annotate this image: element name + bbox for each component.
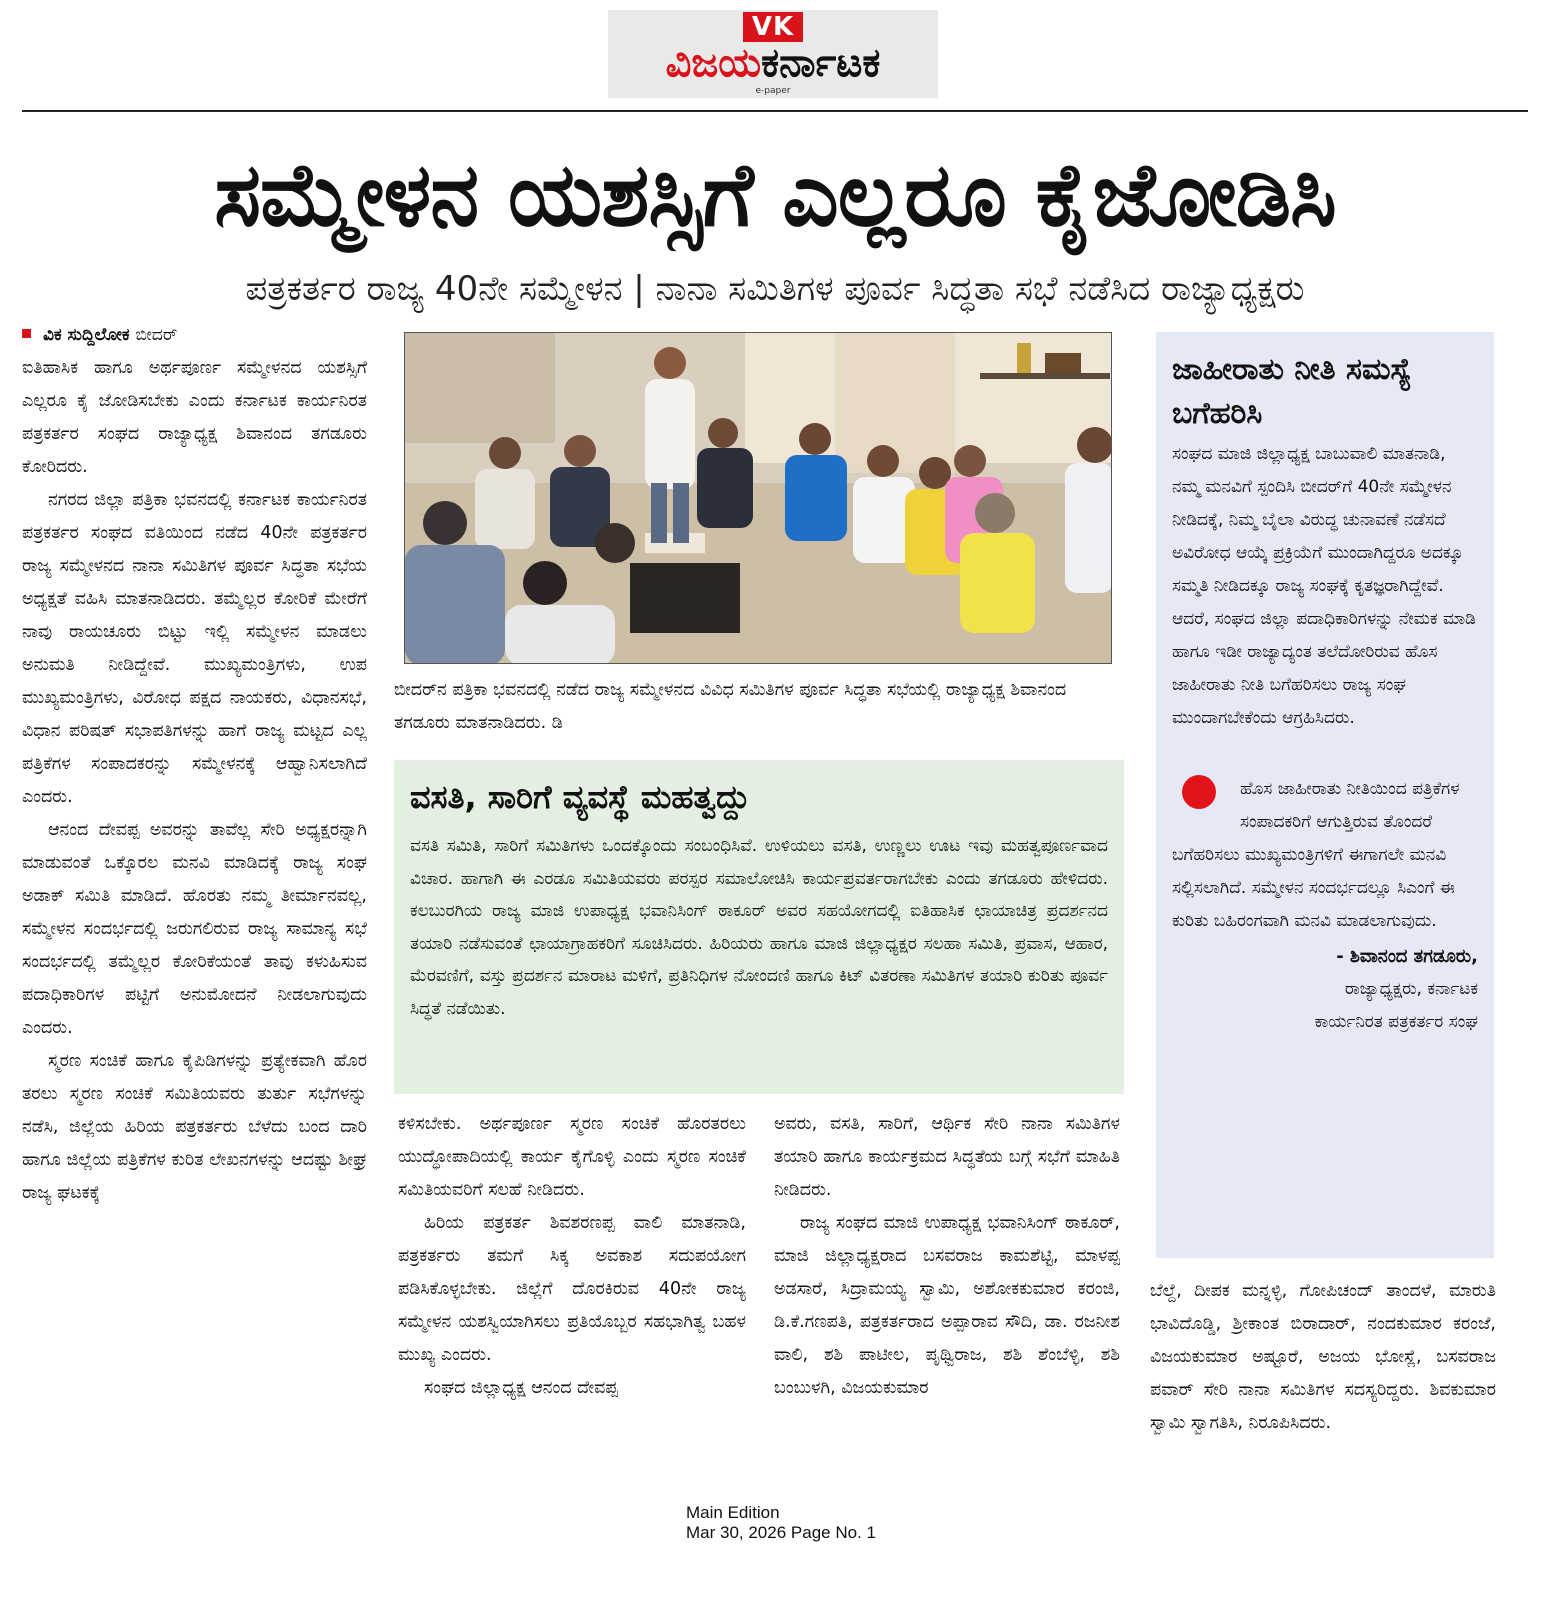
logo-subtitle: e-paper [755,86,791,96]
sidebar-housing-title: ವಸತಿ, ಸಾರಿಗೆ ವ್ಯವಸ್ಥೆ ಮಹತ್ವದ್ದು [410,778,750,816]
logo-badge: VK [743,12,803,42]
date-page-label: Mar 30, 2026 Page No. 1 [686,1523,876,1542]
signature-designation: ರಾಜ್ಯಾಧ್ಯಕ್ಷರು, ಕರ್ನಾಟಕ [1344,979,1478,999]
sidebar-ad-policy [1156,332,1494,1258]
quote-signature: - ಶಿವಾನಂದ ತಗಡೂರು, [1336,946,1478,967]
column3-paragraph: ರಾಜ್ಯ ಸಂಘದ ಮಾಜಿ ಉಪಾಧ್ಯಕ್ಷ ಭವಾನಿಸಿಂಗ್ ಠಾಕೂರ್, ಮಾಜಿ ಜಿಲ್ಲಾಧ್ಯಕ್ಷರಾದ ಬಸವರಾಜ ಕಾಮಶೆಟ್ಟಿ, ಮಾಳಪ್ಪ ಅಡಸಾರೆ, ಸಿದ್ರಾಮಯ್ಯ ಸ್ವಾಮಿ, ಅಶೋಕಕುಮಾರ ಕರಂಜಿ, ಡಿ.ಕೆ.ಗಣಪತಿ, ಪತ್ರಕರ್ತರಾದ ಅಪ್ಪಾರಾವ ಸೌದಿ, ಡಾ. ರಜನೀಶ ವಾಲಿ, ಶಶಿ ಪಾಟೀಲ, ಪೃಥ್ವಿರಾಜ, ಶಶಿ ಶೆಂಬೆಳ್ಳಿ, ಶಶಿ ಬಂಬುಳಗಿ, ವಿಜಯಕುಮಾರ [774,1213,1120,1398]
column2-paragraph: ಸಂಘದ ಜಿಲ್ಲಾಧ್ಯಕ್ಷ ಆನಂದ ದೇವಪ್ಪ [424,1378,618,1398]
article-column-3 [774,1108,1120,1478]
sidebar-ad-policy-text: ಸಂಘದ ಮಾಜಿ ಜಿಲ್ಲಾಧ್ಯಕ್ಷ ಬಾಬುವಾಲಿ ಮಾತನಾಡಿ, ನಮ್ಮ ಮನವಿಗೆ ಸ್ಪಂದಿಸಿ ಬೀದರ್‌ಗೆ 40ನೇ ಸಮ್ಮೇಳನ ನೀಡಿದಕ್ಕೆ, ನಿಮ್ಮ ಬೈಲಾ ವಿರುದ್ಧ ಚುನಾವಣೆ ನಡೆಸದೆ ಅವಿರೋಧ ಆಯ್ಕೆ ಪ್ರಕ್ರಿಯೆಗೆ ಮುಂದಾಗಿದ್ದರೂ ಅದಕ್ಕೂ ಸಮ್ಮತಿ ನೀಡಿದಕ್ಕೂ ರಾಜ್ಯ ಸಂಘಕ್ಕೆ ಕೃತಜ್ಞರಾಗಿದ್ದೇವೆ. ಆದರೆ, ಸಂಘದ ಜಿಲ್ಲಾ ಪದಾಧಿಕಾರಿಗಳನ್ನು ನೇಮಕ ಮಾಡಿ ಹಾಗೂ ಇಡೀ ರಾಜ್ಯಾದ್ಯಂತ ತಲೆದೋರಿರುವ ಹೊಸ ಜಾಹೀರಾತು ನೀತಿ ಬಗೆಹರಿಸಲು ರಾಜ್ಯ ಸಂಘ ಮುಂದಾಗಬೇಕೆಂದು ಆಗ್ರಹಿಸಿದರು. [1172,444,1476,728]
column3-paragraph: ಅವರು, ವಸತಿ, ಸಾರಿಗೆ, ಆರ್ಥಿಕ ಸೇರಿ ನಾನಾ ಸಮಿತಿಗಳ ತಯಾರಿ ಹಾಗೂ ಕಾರ್ಯಕ್ರಮದ ಸಿದ್ಧತೆಯ ಬಗ್ಗೆ ಸಭೆಗೆ ಮಾಹಿತಿ ನೀಡಿದರು. [774,1114,1120,1200]
quote-bullet-icon [1182,775,1216,809]
logo-name-black: ಕರ್ನಾಟಕ [761,40,881,86]
column1-paragraph: ಐತಿಹಾಸಿಕ ಹಾಗೂ ಅರ್ಥಪೂರ್ಣ ಸಮ್ಮೇಳನದ ಯಶಸ್ಸಿಗೆ ಎಲ್ಲರೂ ಕೈ ಜೋಡಿಸಬೇಕು ಎಂದು ಕರ್ನಾಟಕ ಕಾರ್ಯನಿರತ ಪತ್ರಕರ್ತರ ಸಂಘದ ರಾಜ್ಯಾಧ್ಯಕ್ಷ ಶಿವಾನಂದ ತಗಡೂರು ಕೋರಿದರು. [22,358,367,477]
page-footer [686,1503,876,1543]
column1-paragraph: ಆನಂದ ದೇವಪ್ಪ ಅವರನ್ನು ತಾವೆಲ್ಲ ಸೇರಿ ಅಧ್ಯಕ್ಷರನ್ನಾಗಿ ಮಾಡುವಂತೆ ಒಕ್ಕೊರಲ ಮನವಿ ಮಾಡಿದಕ್ಕೆ ರಾಜ್ಯ ಸಂಘ ಅಡಾಕ್ ಸಮಿತಿ ಮಾಡಿದೆ. ಹೊರತು ನಮ್ಮ ತೀರ್ಮಾನವಲ್ಲ, ಸಮ್ಮೇಳನ ಸಂದರ್ಭದಲ್ಲಿ ಜರುಗಲಿರುವ ರಾಜ್ಯ ಸಾಮಾನ್ಯ ಸಭೆ ಸಂದರ್ಭದಲ್ಲಿ ತಮ್ಮೆಲ್ಲರ ಕೋರಿಕೆಯಂತೆ ತಾವು ಕಳುಹಿಸುವ ಪದಾಧಿಕಾರಿಗಳ ಪಟ್ಟಿಗೆ ಅನುಮೋದನೆ ನೀಡಲಾಗುವುದು ಎಂದರು. [22,820,367,1038]
byline [22,322,177,348]
column1-paragraph: ನಗರದ ಜಿಲ್ಲಾ ಪತ್ರಿಕಾ ಭವನದಲ್ಲಿ ಕರ್ನಾಟಕ ಕಾರ್ಯನಿರತ ಪತ್ರಕರ್ತರ ಸಂಘದ ವತಿಯಿಂದ ನಡೆದ 40ನೇ ಪತ್ರಕರ್ತರ ರಾಜ್ಯ ಸಮ್ಮೇಳನದ ನಾನಾ ಸಮಿತಿಗಳ ಪೂರ್ವ ಸಿದ್ಧತಾ ಸಭೆಯ ಅಧ್ಯಕ್ಷತೆ ವಹಿಸಿ ಮಾತನಾಡಿದರು. ತಮ್ಮೆಲ್ಲರ ಕೋರಿಕೆ ಮೇರೆಗೆ ನಾವು ರಾಯಚೂರು ಬಿಟ್ಟು ಇಲ್ಲಿ ಸಮ್ಮೇಳನ ಮಾಡಲು ಅನುಮತಿ ನೀಡಿದ್ದೇವೆ. ಮುಖ್ಯಮಂತ್ರಿಗಳು, ಉಪ ಮುಖ್ಯಮಂತ್ರಿಗಳು, ವಿರೋಧ ಪಕ್ಷದ ನಾಯಕರು, ವಿಧಾನಸಭೆ, ವಿಧಾನ ಪರಿಷತ್ ಸಭಾಪತಿಗಳನ್ನು ಹಾಗೆ ರಾಜ್ಯ ಮಟ್ಟದ ಎಲ್ಲ ಪತ್ರಿಕೆಗಳ ಸಂಪಾದಕರನ್ನು ಸಮ್ಮೇಳನಕ್ಕೆ ಆಹ್ವಾನಿಸಲಾಗಿದೆ ಎಂದರು. [22,490,367,807]
photo-caption: ಬೀದರ್‌ನ ಪತ್ರಿಕಾ ಭವನದಲ್ಲಿ ನಡೆದ ರಾಜ್ಯ ಸಮ್ಮೇಳನದ ವಿವಿಧ ಸಮಿತಿಗಳ ಪೂರ್ವ ಸಿದ್ಧತಾ ಸಭೆಯಲ್ಲಿ ರಾಜ್ಯಾಧ್ಯಕ್ಷ ಶಿವಾನಂದ ತಗಡೂರು ಮಾತನಾಡಿದರು. ಡಿ [394,680,1067,733]
byline-source: ವಿಕ ಸುದ್ದಿಲೋಕ [43,325,130,345]
quote-text: ಹೊಸ ಜಾಹೀರಾತು ನೀತಿಯಿಂದ ಪತ್ರಿಕೆಗಳ ಸಂಪಾದಕರಿಗೆ ಆಗುತ್ತಿರುವ ತೊಂದರೆ ಬಗೆಹರಿಸಲು ಮುಖ್ಯಮಂತ್ರಿಗಳಿಗೆ ಈಗಾಗಲೇ ಮನವಿ ಸಲ್ಲಿಸಲಾಗಿದೆ. ಸಮ್ಮೇಳನ ಸಂದರ್ಭದಲ್ಲೂ ಸಿಎಂಗೆ ಈ ಕುರಿತು ಬಹಿರಂಗವಾಗಿ ಮನವಿ ಮಾಡಲಾಗುವುದು. [1172,779,1460,931]
subheadline: ಪತ್ರಕರ್ತರ ರಾಜ್ಯ 40ನೇ ಸಮ್ಮೇಳನ | ನಾನಾ ಸಮಿತಿಗಳ ಪೂರ್ವ ಸಿದ್ಧತಾ ಸಭೆ ನಡೆಸಿದ ರಾಜ್ಯಾಧ್ಯಕ್ಷರು [245,269,1305,309]
article-column-2 [398,1108,746,1478]
byline-place: ಬೀದರ್ [135,325,178,345]
signature-organization: ಕಾರ್ಯನಿರತ ಪತ್ರಕರ್ತರ ಸಂಘ [1314,1012,1478,1032]
logo-name-red: ವಿಜಯ [665,40,762,86]
edition-label: Main Edition [686,1503,780,1522]
article-column-1 [22,352,367,1477]
meeting-photo [404,332,1112,664]
header-divider [22,110,1528,112]
column2-paragraph: ಕಳಿಸಬೇಕು. ಅರ್ಥಪೂರ್ಣ ಸ್ಮರಣ ಸಂಚಿಕೆ ಹೊರತರಲು ಯುದ್ಧೋಪಾದಿಯಲ್ಲಿ ಕಾರ್ಯ ಕೈಗೊಳ್ಳಿ ಎಂದು ಸ್ಮರಣ ಸಂಚಿಕೆ ಸಮಿತಿಯವರಿಗೆ ಸಲಹೆ ನೀಡಿದರು. [398,1114,746,1200]
column4-paragraph: ಬೆಲ್ದೆ, ದೀಪಕ ಮನ್ನಳ್ಳಿ, ಗೋಪಿಚಂದ್ ತಾಂದಳೆ, ಮಾರುತಿ ಭಾವಿದೊಡ್ಡಿ, ಶ್ರೀಕಾಂತ ಬಿರಾದಾರ್, ನಂದಕುಮಾರ ಕರಂಜೆ, ವಿಜಯಕುಮಾರ ಅಷ್ಟೂರೆ, ಅಜಯ ಭೋಸ್ಲೆ, ಬಸವರಾಜ ಪವಾರ್ ಸೇರಿ ನಾನಾ ಸಮಿತಿಗಳ ಸದಸ್ಯರಿದ್ದರು. ಶಿವಕುಮಾರ ಸ್ವಾಮಿ ಸ್ವಾಗತಿಸಿ, ನಿರೂಪಿಸಿದರು. [1150,1281,1496,1433]
column2-paragraph: ಹಿರಿಯ ಪತ್ರಕರ್ತ ಶಿವಶರಣಪ್ಪ ವಾಲಿ ಮಾತನಾಡಿ, ಪತ್ರಕರ್ತರು ತಮಗೆ ಸಿಕ್ಕ ಅವಕಾಶ ಸದುಪಯೋಗ ಪಡಿಸಿಕೊಳ್ಳಬೇಕು. ಜಿಲ್ಲೆಗೆ ದೊರಕಿರುವ 40ನೇ ರಾಜ್ಯ ಸಮ್ಮೇಳನ ಯಶಸ್ವಿಯಾಗಿಸಲು ಪ್ರತಿಯೊಬ್ಬರ ಸಹಭಾಗಿತ್ವ ಬಹಳ ಮುಖ್ಯ ಎಂದರು. [398,1213,746,1365]
quote-block [1172,773,1478,938]
logo-name [608,40,938,86]
headline: ಸಮ್ಮೇಳನ ಯಶಸ್ಸಿಗೆ ಎಲ್ಲರೂ ಕೈಜೋಡಿಸಿ [214,143,1336,246]
article-column-4 [1150,1275,1496,1479]
meeting-photo-image [405,333,1112,664]
sidebar-housing-transport [394,760,1124,1094]
sidebar-ad-policy-title: ಜಾಹೀರಾತು ನೀತಿ ಸಮಸ್ಯೆ ಬಗೆಹರಿಸಿ [1172,352,1412,431]
sidebar-housing-text: ವಸತಿ ಸಮಿತಿ, ಸಾರಿಗೆ ಸಮಿತಿಗಳು ಒಂದಕ್ಕೊಂದು ಸಂಬಂಧಿಸಿವೆ. ಉಳಿಯಲು ವಸತಿ, ಉಣ್ಣಲು ಊಟ ಇವು ಮಹತ್ವಪೂರ್ಣವಾದ ವಿಚಾರ. ಹಾಗಾಗಿ ಈ ಎರಡೂ ಸಮಿತಿಯವರು ಪರಸ್ಪರ ಸಮಾಲೋಚಿಸಿ ಕಾರ್ಯಪ್ರವರ್ತರಾಗಬೇಕು ಎಂದು ತಗಡೂರು ಹೇಳಿದರು. ಕಲಬುರಗಿಯ ರಾಜ್ಯ ಮಾಜಿ ಉಪಾಧ್ಯಕ್ಷ ಭವಾನಿಸಿಂಗ್ ಠಾಕೂರ್ ಅವರ ಸಹಯೋಗದಲ್ಲಿ ಐತಿಹಾಸಿಕ ಛಾಯಾಚಿತ್ರ ಪ್ರದರ್ಶನದ ತಯಾರಿ ನಡೆಸುವಂತೆ ಛಾಯಾಗ್ರಾಹಕರಿಗೆ ಸೂಚಿಸಿದರು. ಹಿರಿಯರು ಹಾಗೂ ಮಾಜಿ ಜಿಲ್ಲಾಧ್ಯಕ್ಷರ ಸಲಹಾ ಸಮಿತಿ, ಪ್ರವಾಸ, ಆಹಾರ, ಮೆರವಣಿಗೆ, ವಸ್ತು ಪ್ರದರ್ಶನ ಮಾರಾಟ ಮಳಿಗೆ, ಪ್ರತಿನಿಧಿಗಳ ನೋಂದಣಿ ಹಾಗೂ ಕಿಟ್ ವಿತರಣಾ ಸಮಿತಿಗಳ ತಯಾರಿ ಕುರಿತು ಪೂರ್ವ ಸಿದ್ಧತೆ ನಡೆಯಿತು. [410,836,1108,1019]
column1-paragraph: ಸ್ಮರಣ ಸಂಚಿಕೆ ಹಾಗೂ ಕೈಪಿಡಿಗಳನ್ನು ಪ್ರತ್ಯೇಕವಾಗಿ ಹೊರ ತರಲು ಸ್ಮರಣ ಸಂಚಿಕೆ ಸಮಿತಿಯವರು ತುರ್ತು ಸಭೆಗಳನ್ನು ನಡೆಸಿ, ಜಿಲ್ಲೆಯ ಹಿರಿಯ ಪತ್ರಕರ್ತರು ಬೆಳೆದು ಬಂದ ದಾರಿ ಹಾಗೂ ಜಿಲ್ಲೆಯ ಪತ್ರಿಕೆಗಳ ಕುರಿತ ಲೇಖನಗಳನ್ನು ಆದಷ್ಟು ಶೀಘ್ರ ರಾಜ್ಯ ಘಟಕಕ್ಕೆ [22,1051,367,1203]
masthead-logo [608,10,938,98]
byline-marker-icon [22,329,31,338]
